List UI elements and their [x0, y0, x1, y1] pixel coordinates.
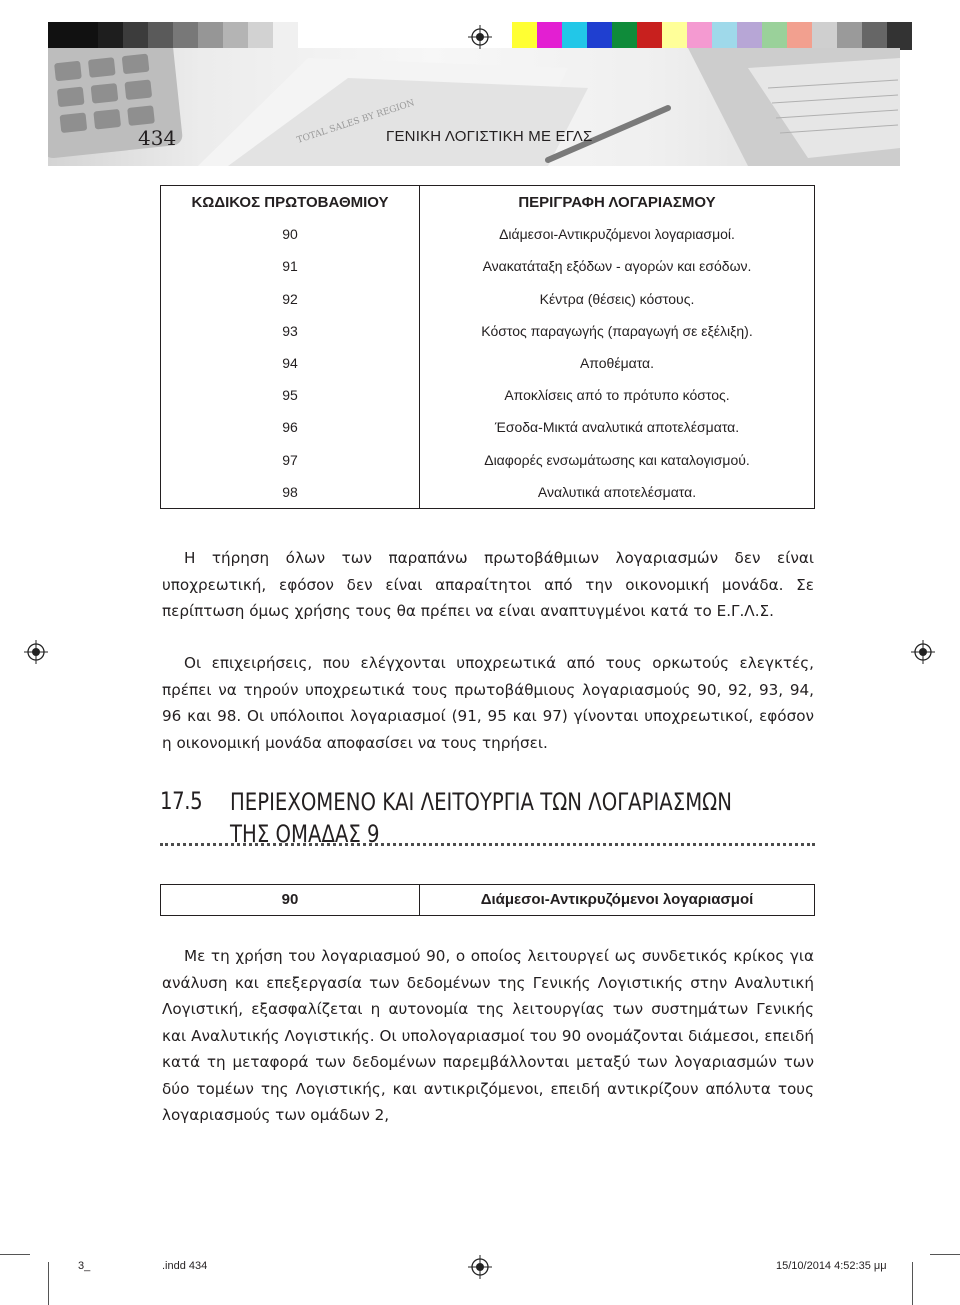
account-description-cell: Ανακατάταξη εξόδων - αγορών και εσόδων. — [482, 258, 752, 275]
color-swatch — [562, 22, 587, 50]
section-dotted-rule — [160, 843, 815, 846]
footer-filename-prefix: 3_ — [78, 1260, 91, 1272]
cmyk-color-bar — [512, 22, 912, 50]
crop-mark — [0, 1254, 30, 1255]
color-swatch — [373, 22, 398, 50]
account-description-cell: Αναλυτικά αποτελέσματα. — [537, 483, 697, 500]
column-header-description: ΠΕΡΙΓΡΑΦΗ ΛΟΓΑΡΙΑΣΜΟΥ — [518, 193, 716, 211]
color-swatch — [48, 22, 73, 50]
color-swatch — [687, 22, 712, 50]
section-title-line-1: ΠΕΡΙΕΧΟΜΕΝΟ ΚΑΙ ΛΕΙΤΟΥΡΓΙΑ ΤΩΝ ΛΟΓΑΡΙΑΣΜΩΝ — [230, 788, 732, 816]
table-row — [161, 476, 815, 509]
color-swatch — [98, 22, 123, 50]
color-swatch — [787, 22, 812, 50]
color-swatch — [248, 22, 273, 50]
table-row — [161, 282, 815, 314]
color-swatch — [173, 22, 198, 50]
color-swatch — [837, 22, 862, 50]
account-description-cell: Αποθέματα. — [579, 354, 655, 371]
account-description-cell: Διαφορές ενσωμάτωσης και καταλογισμού. — [484, 451, 750, 468]
table-row — [161, 250, 815, 282]
color-swatch — [323, 22, 348, 50]
registration-mark-icon — [24, 640, 48, 664]
color-swatch — [862, 22, 887, 50]
table-row — [161, 315, 815, 347]
paragraph-mandatory-accounts: Οι επιχειρήσεις, που ελέγχονται υποχρεωτικά από τους ορκωτούς ελεγκτές, πρέπει να τηρούν υποχρεωτικά τους πρωτοβάθμιους λογαριασμούς 90, 92, 93, 94, 96 και 98. Οι υπόλοιποι λογαριασμοί (91, 95 και 97) γίνονται υποχρεωτικοί, εφόσον η οικονομική μονάδα αποφασίσει να τους τηρήσει. — [162, 654, 814, 752]
color-swatch — [887, 22, 912, 50]
account-code-cell: 97 — [161, 444, 420, 476]
color-swatch — [612, 22, 637, 50]
account-description-cell: Διάμεσοι-Αντικρυζόμενοι λογαριασμοί. — [499, 226, 735, 243]
account-90-heading-box — [160, 884, 815, 916]
color-swatch — [512, 22, 537, 50]
account-description-cell: Κόστος παραγωγής (παραγωγή σε εξέλιξη). — [481, 322, 753, 339]
crop-mark — [912, 1262, 913, 1305]
color-swatch — [298, 22, 323, 50]
account-code-cell: 98 — [161, 476, 420, 509]
table-row — [161, 347, 815, 379]
running-header-title: ΓΕΝΙΚΗ ΛΟΓΙΣΤΙΚΗ ΜΕ ΕΓΛΣ — [386, 128, 593, 145]
paragraph-optional-accounts: Η τήρηση όλων των παραπάνω πρωτοβάθμιων λογαριασμών δεν είναι υποχρεωτική, εφόσον δεν είναι απαραίτητοι από την οικονομική μονάδα. Σε περίπτωση όμως χρήσης τους θα πρέπει να είναι αναπτυγμένοι κατά το Ε.Γ.Λ.Σ. — [162, 549, 814, 620]
color-swatch — [812, 22, 837, 50]
account-code-cell: 93 — [161, 315, 420, 347]
color-swatch — [348, 22, 373, 50]
table-row — [161, 444, 815, 476]
footer-file-page: .indd 434 — [162, 1260, 208, 1272]
table-row — [161, 411, 815, 443]
section-title-line-2: ΤΗΣ ΟΜΑΔΑΣ 9 — [230, 820, 380, 848]
section-number: 17.5 — [160, 787, 203, 815]
color-swatch — [662, 22, 687, 50]
account-code-cell: 94 — [161, 347, 420, 379]
color-swatch — [423, 22, 448, 50]
section-title — [230, 786, 755, 850]
color-swatch — [148, 22, 173, 50]
account-code-cell: 91 — [161, 250, 420, 282]
account-description: Διάμεσοι-Αντικρυζόμενοι λογαριασμοί — [480, 891, 754, 908]
accounts-table — [160, 185, 815, 509]
account-code-cell: 96 — [161, 411, 420, 443]
table-row — [161, 379, 815, 411]
color-swatch — [198, 22, 223, 50]
color-swatch — [123, 22, 148, 50]
account-description-cell: Έσοδα-Μικτά αναλυτικά αποτελέσματα. — [494, 419, 740, 436]
color-swatch — [712, 22, 737, 50]
svg-text:TOTAL SALES BY REGION: TOTAL SALES BY REGION — [295, 98, 416, 146]
color-swatch — [223, 22, 248, 50]
color-swatch — [398, 22, 423, 50]
color-swatch — [762, 22, 787, 50]
page-number: 434 — [138, 126, 177, 150]
registration-mark-icon — [468, 1255, 492, 1279]
account-code-cell: 95 — [161, 379, 420, 411]
account-description-cell: Κέντρα (θέσεις) κόστους. — [539, 290, 695, 307]
registration-mark-icon — [468, 25, 492, 49]
color-swatch — [537, 22, 562, 50]
footer-timestamp: 15/10/2014 4:52:35 μμ — [776, 1260, 887, 1272]
color-swatch — [587, 22, 612, 50]
account-code-cell: 92 — [161, 282, 420, 314]
crop-mark — [930, 1254, 960, 1255]
color-swatch — [637, 22, 662, 50]
crop-mark — [48, 1262, 49, 1305]
table-header-row — [161, 186, 815, 219]
account-description-cell: Αποκλίσεις από το πρότυπο κόστος. — [504, 387, 730, 404]
column-header-code: ΚΩΔΙΚΟΣ ΠΡΩΤΟΒΑΘΜΙΟΥ — [161, 186, 420, 219]
paragraph-account-90: Με τη χρήση του λογαριασμού 90, ο οποίος λειτουργεί ως συνδετικός κρίκος για ανάλυση και επεξεργασία των δεδομένων της Γενικής Λογιστικής στην Αναλυτική Λογιστική, εξασφαλίζεται η αυτονομία της λειτουργίας των συστημάτων Γενικής και Αναλυτικής Λογιστικής. Οι υπολογαριασμοί του 90 ονομάζονται διάμεσοι, επειδή κατά τη μεταφορά των δεδομένων παρεμβάλλονται μεταξύ των λογαριασμών των δύο τομέων της Λογιστικής, και αντικριζόμενοι, επειδή αντικρίζουν απόλυτα τους λογαριασμούς των ομάδων 2, — [162, 947, 814, 1124]
color-swatch — [273, 22, 298, 50]
grayscale-color-bar — [48, 22, 448, 50]
color-swatch — [73, 22, 98, 50]
registration-mark-icon — [911, 640, 935, 664]
table-row — [161, 218, 815, 250]
account-code: 90 — [161, 885, 420, 915]
account-code-cell: 90 — [161, 218, 420, 250]
color-swatch — [737, 22, 762, 50]
